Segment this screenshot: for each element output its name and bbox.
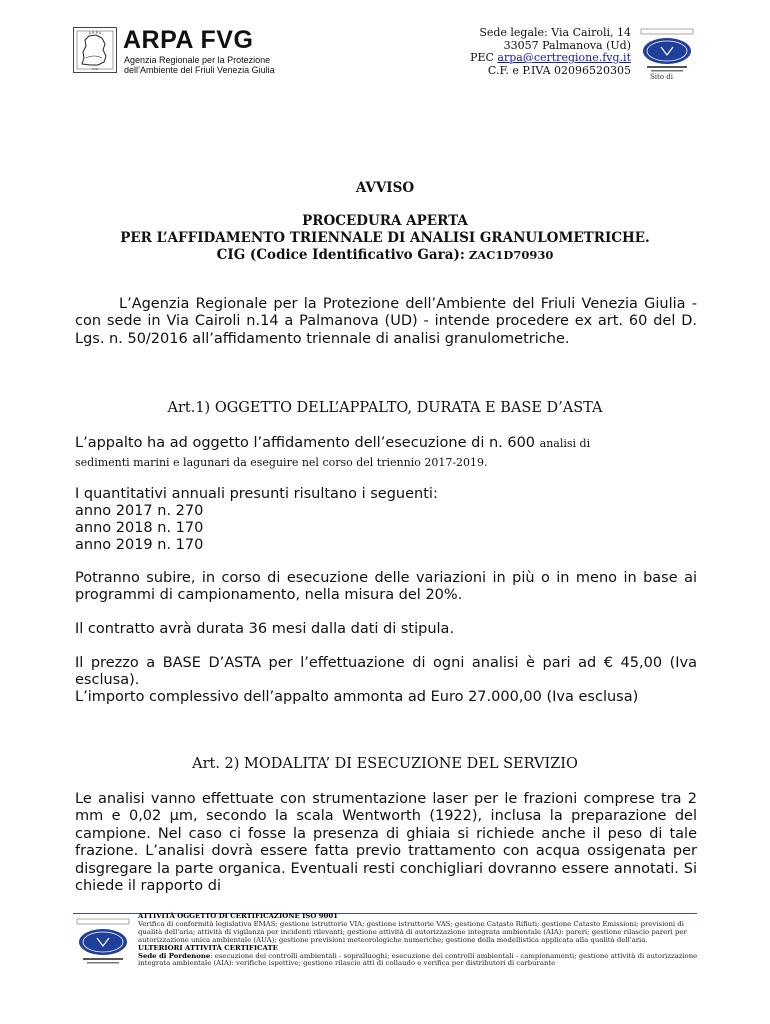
svg-text:A R P A: A R P A <box>88 31 102 35</box>
address-line2: 33057 Palmanova (Ud) <box>503 38 631 52</box>
brand-subtitle-line2: dell’Ambiente del Friuli Venezia Giulia <box>124 65 275 75</box>
art1-heading: Art.1) OGGETTO DELL’APPALTO, DURATA E BASE D’ASTA <box>167 400 603 416</box>
cig-code: ZAC1D70930 <box>464 248 554 262</box>
cig-label: CIG (Codice Identificativo Gara): <box>216 247 465 263</box>
year-2018: anno 2018 n. 170 <box>75 520 204 536</box>
intro-paragraph: L’Agenzia Regionale per la Protezione dell’Ambiente del Friuli Venezia Giulia - con sede in Via Cairoli n.14 a Palmanova (UD) - intende procedere ex art. 60 del D. Lgs. n. 50/2016 all’affidamento triennale di analisi granulometriche. <box>75 296 697 347</box>
pordenone-line <box>138 953 698 969</box>
iso-text: Verifica di conformità legislativa EMAS; gestione istruttorie VIA; gestione istruttorie VAS; gestione Catasto Rifiuti; gestione Catasto Emissioni; previsioni di qualità dell'aria; attività di vigilanza per incidenti rilevanti; gestione attività di autorizzazione integrata ambientale (AIA): pareri; gestione rilascio pareri per autorizzazione unica ambientale (AUA); gestione previsioni meteorologiche numeriche; gestione della modellistica applicata alla qualità dell'aria. <box>138 919 687 944</box>
year-2017: anno 2017 n. 270 <box>75 503 204 519</box>
certiquality-seal-icon <box>75 918 131 968</box>
art2-paragraph: Le analisi vanno effettuate con strumentazione laser per le frazioni comprese tra 2 mm e 0,02 µm, secondo la scala Wentworth (1922), inclusa la preparazione del campione. Nel caso ci fosse la presenza di ghiaia si richiede anche il peso di tale frazione. L’analisi dovrà essere fatta previo trattamento con acqua ossigenata per disgregare la parte organica. Eventuali resti conchigliari dovranno essere annotati. Si chiede il rapporto di <box>75 791 697 895</box>
notice-title: AVVISO <box>355 180 415 196</box>
cig-line <box>0 247 770 263</box>
header-address <box>470 27 631 77</box>
art2-heading: Art. 2) MODALITA’ DI ESECUZIONE DEL SERVIZIO <box>192 756 578 772</box>
art1-object-a: L’appalto ha ad oggetto l’affidamento dell’esecuzione di n. 600 <box>75 435 540 451</box>
svg-text:FVG: FVG <box>91 67 99 71</box>
site-caption: Sito di <box>650 73 674 81</box>
footer-certifications <box>138 913 698 968</box>
art1-object-b: analisi di <box>539 437 591 450</box>
certiquality-seal-icon <box>639 27 695 75</box>
address-line1: Sede legale: Via Cairoli, 14 <box>479 26 631 39</box>
pordenone-text: : esecuzione dei controlli ambientali - sopralluoghi; esecuzione dei controlli ambientali - campionamenti; gestione attività di autorizzazione integrata ambientale (AIA): verifiche ispettive; gestione rilascio atti di collaudo e verifica per distributori di carburante <box>138 951 698 968</box>
arpa-logo-icon <box>73 27 117 73</box>
brand-subtitle-line1: Agenzia Regionale per la Protezione <box>124 55 271 65</box>
pordenone-label: Sede di Pordenone <box>138 951 211 960</box>
pec-line <box>470 52 631 65</box>
art1-object-line1 <box>75 435 590 452</box>
quantities-intro: I quantitativi annuali presunti risultano i seguenti: <box>75 486 438 502</box>
year-2019: anno 2019 n. 170 <box>75 537 204 553</box>
iso-title: ATTIVITÀ OGGETTO DI CERTIFICAZIONE ISO 9001 <box>138 912 338 920</box>
brand-name: ARPA FVG <box>123 26 254 54</box>
pec-label: PEC <box>470 51 498 64</box>
variation-paragraph: Potranno subire, in corso di esecuzione delle variazioni in più o in meno in base ai programmi di campionamento, nella misura del 20%. <box>75 570 697 604</box>
further-title: ULTERIORI ATTIVITÀ CERTIFICATE <box>138 943 278 952</box>
brand-subtitle <box>124 55 275 75</box>
pec-email-link[interactable]: arpa@certregione.fvg.it <box>497 51 631 64</box>
duration-paragraph: Il contratto avrà durata 36 mesi dalla dati di stipula. <box>75 621 455 637</box>
procedure-title: PROCEDURA APERTA <box>302 213 468 229</box>
procedure-subject: PER L’AFFIDAMENTO TRIENNALE DI ANALISI GRANULOMETRICHE. <box>120 230 650 246</box>
art1-object-line2: sedimenti marini e lagunari da eseguire nel corso del triennio 2017-2019. <box>75 456 488 469</box>
total-paragraph: L’importo complessivo dell’appalto ammonta ad Euro 27.000,00 (Iva esclusa) <box>75 689 639 705</box>
price-paragraph: Il prezzo a BASE D’ASTA per l’effettuazione di ogni analisi è pari ad € 45,00 (Iva esclusa). <box>75 655 697 689</box>
vat-line: C.F. e P.IVA 02096520305 <box>487 63 631 77</box>
